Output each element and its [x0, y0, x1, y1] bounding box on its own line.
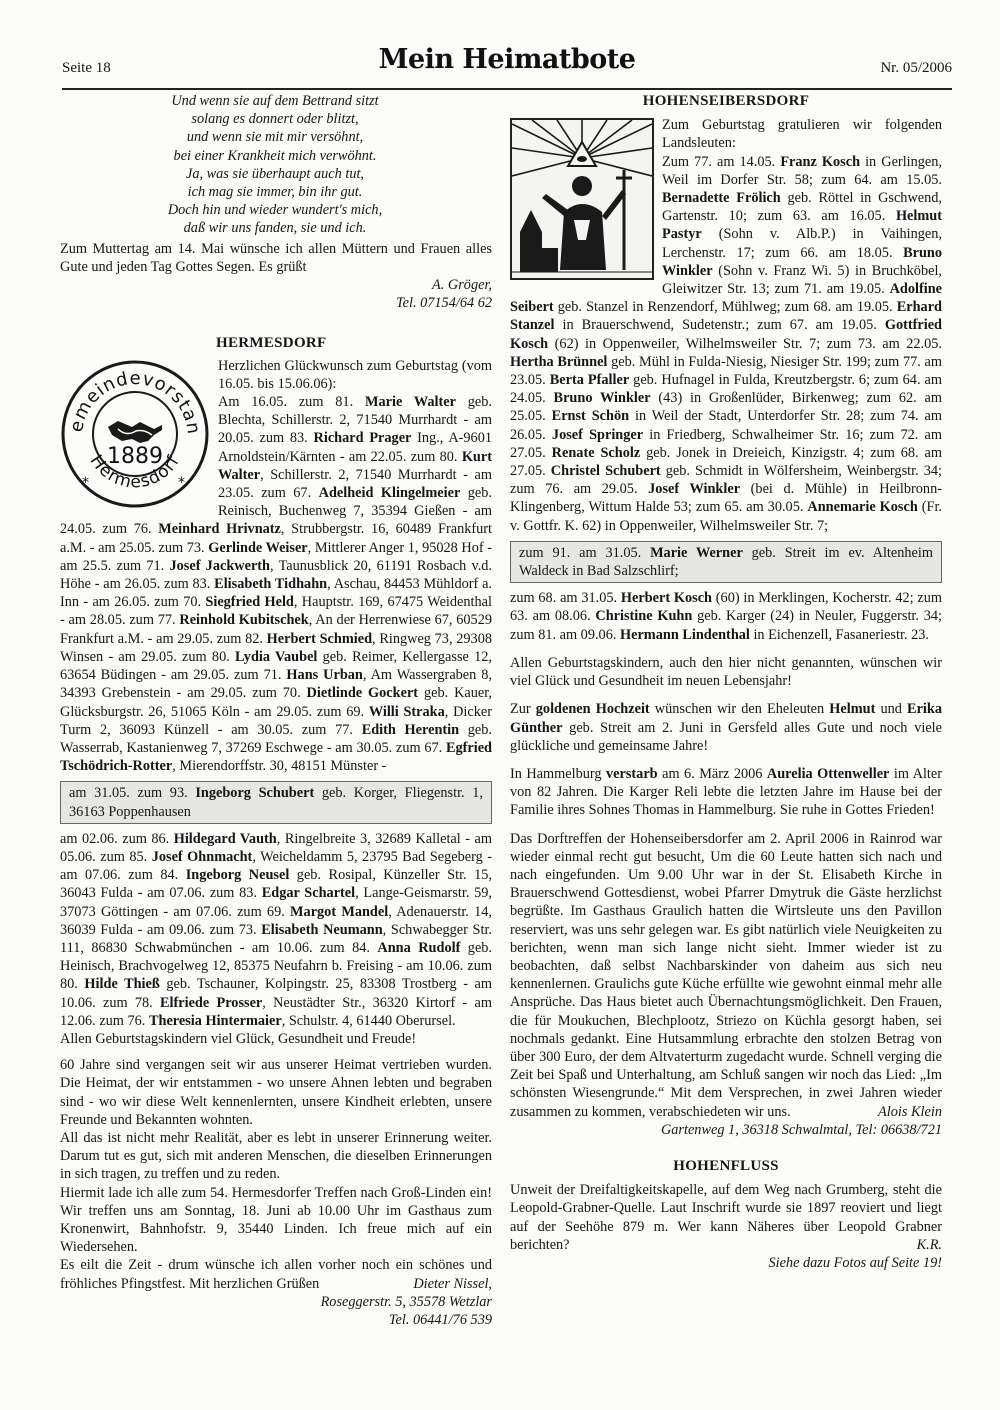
- person-name: Marie Werner: [650, 544, 743, 561]
- person-name: Elisabeth Neumann: [261, 921, 383, 938]
- letter-paragraph: 60 Jahre sind vergangen seit wir aus unserer Heimat vertrieben wurden. Die Heimat, der wir entstammen - wo unsere Ahnen lebten und begraben sind - wo wir diese Welt kennenlernten, unsere Kindheit erlebten, unsere Freunde und Bekannten wohnten.: [60, 1057, 492, 1128]
- person-name: Bruno Winkler: [553, 390, 651, 407]
- person-name: Christine Kuhn: [595, 608, 693, 625]
- masthead-logo: Mein Heimatbote: [378, 44, 636, 75]
- community-seal: [60, 359, 210, 514]
- seal-year: 1889: [107, 443, 163, 469]
- mothers-day-signature-tel: Tel. 07154/64 62: [396, 295, 492, 312]
- letter-paragraph: [60, 1256, 492, 1292]
- person-name: Adelheid Klingelmeier: [318, 485, 461, 502]
- hohenseibersdorf-birthdays-part2: zum 68. am 31.05. Herbert Kosch (60) in Merklingen, Kocherstr. 42; zum 63. am 08.06. Christine Kuhn geb. Karger (24) in Neuler, Fuggerstr. 34; zum 81. am 09.06. Hermann Lindenthal in Eichenzell, Fasaneriestr. 23.: [510, 590, 942, 643]
- issue-number: Nr. 05/2006: [880, 60, 952, 76]
- person-name: Christel Schubert: [550, 463, 661, 480]
- person-name: Aurelia Ottenweller: [766, 765, 890, 782]
- person-name: Bernadette Frölich: [662, 190, 781, 207]
- letter-signature-name: Dieter Nissel,: [413, 1275, 492, 1292]
- mothers-day-greeting: Zum Muttertag am 14. Mai wünsche ich allen Müttern und Frauen alles Gute und jeden Tag Gottes Segen. Es grüßt: [60, 240, 492, 275]
- person-name: Margot Mandel: [290, 903, 389, 920]
- hermesdorf-intro: Herzlichen Glückwunsch zum Geburtstag (vom 16.05. bis 15.06.06):: [218, 357, 492, 392]
- poem-line: Doch hin und wieder wundert's mich,: [167, 202, 383, 219]
- hermesdorf-highlight-box: [60, 781, 492, 823]
- page-number: Seite 18: [62, 60, 111, 76]
- poem-line: bei einer Krankheit mich verwöhnt.: [173, 147, 377, 164]
- person-name: Josef Winkler: [648, 481, 741, 498]
- hohenfluss-text-body: Unweit der Dreifaltigkeitskapelle, auf dem Weg nach Grumberg, steht die Leopold-Grabner-Quelle. Laut Inschrift wurde sie 1897 reoviert und liegt auf der Seehöhe 879 m. Wer kann Näheres über Leopold Grabner berichten?: [510, 1182, 942, 1253]
- person-name: Lydia Vaubel: [235, 648, 318, 665]
- person-name: Edith Herentin: [361, 721, 460, 738]
- person-name: goldenen Hochzeit: [535, 701, 650, 718]
- person-name: Berta Pfaller: [549, 372, 630, 389]
- person-name: Hermann Lindenthal: [620, 626, 750, 643]
- person-name: Josef Jackwerth: [169, 557, 271, 574]
- seal-arc-text: emeindevorstan: [66, 367, 205, 436]
- letter-paragraph: Hiermit lade ich alle zum 54. Hermesdorfer Treffen nach Groß-Linden ein! Wir treffen uns am Sonntag, 18. Juni ab 10.00 Uhr im Gasthaus zum Kronenwirt, Bahnhofstr. 9, 35440 Linden. Ich freue mich auf ein Wiedersehen.: [60, 1184, 492, 1256]
- hohenfluss-text: [510, 1181, 942, 1254]
- person-name: Erika Günther: [510, 701, 943, 736]
- hohenfluss-signature: K.R.: [916, 1236, 942, 1253]
- letter-paragraph-text: Es eilt die Zeit - drum wünsche ich allen vorher noch ein schönes und fröhliches Pfingstfest. Mit herzlichen Grüßen: [60, 1257, 492, 1292]
- person-name: Dietlinde Gockert: [306, 685, 419, 702]
- woodcut-saint-image: [510, 118, 654, 280]
- report-signature-address: Gartenweg 1, 36318 Schwalmtal, Tel: 06638/721: [660, 1121, 942, 1138]
- person-name: Josef Springer: [551, 426, 644, 443]
- woodcut-illustration: [510, 118, 654, 285]
- person-name: Reinhold Kubitschek: [179, 612, 309, 629]
- seal-star-icon: *: [178, 474, 185, 491]
- hermesdorf-title: HERMESDORF: [216, 335, 327, 352]
- person-name: Hans Urban: [286, 667, 363, 684]
- person-name: Willi Straka: [368, 703, 445, 720]
- handshake-icon: [108, 421, 162, 443]
- person-name: Elfriede Prosser: [160, 994, 263, 1011]
- hohenseibersdorf-closing: Allen Geburtstagskindern, auch den hier nicht genannten, wünschen wir viel Glück und Gesundheit im neuen Lebensjahr!: [510, 654, 942, 690]
- seal-star-icon: *: [82, 474, 89, 491]
- person-name: Theresia Hintermaier: [148, 1012, 282, 1029]
- right-column: [510, 92, 942, 1272]
- poem: [110, 92, 440, 238]
- svg-text:Gemeindevorstand: [60, 359, 204, 436]
- person-name: Elisabeth Tidhahn: [214, 576, 328, 593]
- poem-line: ich mag sie immer, bin ihr gut.: [187, 184, 363, 201]
- person-name: Ernst Schön: [551, 408, 630, 425]
- poem-line: daß wir uns fanden, sie und ich.: [183, 220, 367, 237]
- person-name: Bruno Winkler: [662, 244, 942, 279]
- person-name: Ingeborg Neusel: [185, 867, 290, 884]
- seal-graphic: [60, 359, 210, 509]
- person-name: Helmut Pastyr: [662, 208, 942, 243]
- poem-line: solang es donnert oder blitzt,: [191, 111, 359, 128]
- left-column: [60, 92, 492, 1329]
- hohenseibersdorf-title: HOHENSEIBERSDORF: [642, 93, 810, 109]
- person-name: Herbert Schmied: [266, 630, 373, 647]
- report-signature-name: Alois Klein: [878, 1103, 942, 1120]
- person-name: Helmut: [829, 701, 876, 718]
- person-name: Adolfine Seibert: [510, 281, 942, 316]
- letter-signature-tel: Tel. 06441/76 539: [388, 1312, 492, 1328]
- person-name: Hilde Thieß: [84, 976, 160, 993]
- person-name: Anna Rudolf: [377, 939, 461, 956]
- poem-line: Ja, was sie überhaupt auch tut,: [185, 165, 365, 182]
- person-name: Marie Walter: [364, 394, 456, 411]
- person-name: Ingeborg Schubert: [195, 785, 315, 802]
- golden-wedding-notice: Zur goldenen Hochzeit wünschen wir den Eheleuten Helmut und Erika Günther geb. Streit am 2. Juni in Gersfeld alles Gute und noch viele glückliche und gemeinsame Jahre!: [510, 701, 943, 754]
- person-name: Gottfried Kosch: [510, 317, 942, 352]
- hohenseibersdorf-highlight-text: zum 91. am 31.05. Marie Werner geb. Streit im ev. Altenheim Waldeck in Bad Salzschlirf;: [519, 544, 933, 580]
- page-header: [62, 44, 952, 90]
- village-meeting-report: [510, 830, 942, 1121]
- person-name: Edgar Schartel: [261, 885, 356, 902]
- person-name: Hertha Brünnel: [510, 353, 608, 370]
- letter-signature-address: Roseggerstr. 5, 35578 Wetzlar: [320, 1293, 492, 1310]
- person-name: Siegfried Held: [205, 594, 294, 611]
- hohenseibersdorf-birthdays-part1: Zum 77. am 14.05. Franz Kosch in Gerlingen, Weil im Dorfer Str. 58; zum 64. am 15.05. Bernadette Frölich geb. Röttel in Gschwend, Gartenstr. 10; zum 63. am 16.05. Helmut Pastyr (Sohn v. Alb.P.) in Vaihingen, Lerchenstr. 17; zum 66. am 18.05. Bruno Winkler (Sohn v. Franz Wi. 5) in Bruchköbel, Gleiwitzer Str. 13; zum 71. am 19.05. Adolfine Seibert geb. Stanzel in Renzendorf, Mühlweg; zum 68. am 19.05. Erhard Stanzel in Brauerschwend, Sudetenstr.; zum 67. am 19.05. Gottfried Kosch (62) in Oppenweiler, Wilhelmsweiler Str. 7; zum 73. am 22.05. Hertha Brünnel geb. Mühl in Fulda-Niesig, Niesiger Str. 199; zum 77. am 23.05. Berta Pfaller geb. Hufnagel in Fulda, Kreutzbergstr. 6; zum 64. am 24.05. Bruno Winkler (43) in Großenlüder, Birkenweg; zum 62. am 25.05. Ernst Schön in Weil der Stadt, Unterdorfer Str. 28; zum 74. am 26.05. Josef Springer in Friedberg, Schwalheimer Str. 16; zum 72. am 27.05. Renate Scholz geb. Jonek in Dreieich, Kinzigstr. 4; zum 68. am 27.05. Christel Schubert geb. Schmidt in Wölfersheim, Weinbergstr. 34; zum 76. am 29.05. Josef Winkler (bei d. Mühle) in Heilbronn-Klingenberg, Wittum Halde 53; zum 65. am 30.05. Annemarie Kosch (Fr. v. Gottfr. K. 62) in Oppenweiler, Wilhelmsweiler Str. 7;: [510, 153, 943, 534]
- header-rule: [62, 88, 952, 90]
- person-name: Erhard Stanzel: [510, 299, 942, 334]
- person-name: Annemarie Kosch: [807, 499, 918, 516]
- letter-paragraph: All das ist nicht mehr Realität, aber es lebt in unserer Erinnerung weiter. Darum tut es gut, sich mit anderen Menschen, die dieselben Erinnerungen in sich tragen, zu treffen und zu reden.: [60, 1129, 492, 1183]
- hohenseibersdorf-highlight-box: [510, 541, 942, 583]
- person-name: Richard Prager: [313, 430, 412, 447]
- hermesdorf-birthdays-part1: Am 16.05. zum 81. Marie Walter geb. Blechta, Schillerstr. 2, 71540 Murrhardt - am 20.05. zum 83. Richard Prager Ing., A-9601 Arnoldstein/Kärnten - am 22.05. zum 80. Kurt Walter, Schillerstr. 2, 71540 Murrhardt - am 23.05. zum 67. Adelheid Klingelmeier geb. Reinisch, Buchenweg 7, 35394 Gießen - am 24.05. zum 76. Meinhard Hrivnatz, Strubbergstr. 16, 60489 Frankfurt a.M. - am 25.05. zum 73. Gerlinde Weiser, Mittlerer Anger 1, 95028 Hof - am 25.5. zum 71. Josef Jackwerth, Taunusblick 20, 61191 Rosbach v.d. Höhe - am 26.05. zum 83. Elisabeth Tidhahn, Aschau, 84453 Mühldorf a. Inn - am 26.05. zum 70. Siegfried Held, Hauptstr. 169, 67475 Weidenthal - am 28.05. zum 77. Reinhold Kubitschek, An der Herrenwiese 67, 60529 Frankfurt a.M. - am 29.05. zum 82. Herbert Schmied, Ringweg 73, 29308 Winsen - am 29.05. zum 80. Lydia Vaubel geb. Reimer, Kellergasse 12, 63654 Büdingen - am 29.05. zum 71. Hans Urban, Am Wassergraben 8, 34393 Grebenstein - am 29.05. zum 70. Dietlinde Gockert geb. Kauer, Glücksburgstr. 26, 51065 Köln - am 29.05. zum 69. Willi Straka, Dicker Turm 2, 36093 Künzell - am 30.05. zum 77. Edith Herentin geb. Wasserrab, Kastanienweg 7, 37269 Eschwege - am 30.05. zum 67. Egfried Tschödrich-Rotter, Mierendorffstr. 30, 48151 Münster -: [60, 394, 493, 775]
- poem-line: und wenn sie mit mir versöhnt,: [186, 129, 364, 146]
- seal-bottom-text: Hermesdorf: [85, 451, 185, 493]
- person-name: Egfried Tschödrich-Rotter: [60, 739, 492, 775]
- person-name: Gerlinde Weiser: [208, 539, 308, 556]
- person-name: Hildegard Vauth: [173, 830, 277, 847]
- hohenfluss-photo-note: Siehe dazu Fotos auf Seite 19!: [768, 1254, 942, 1271]
- village-meeting-report-text: Das Dorftreffen der Hohenseibersdorfer am 2. April 2006 in Rainrod war wieder einmal recht gut besucht, Um die 60 Leute hatten sich nach und nach eingefunden. Um 9.00 Uhr war in der St. Elisabeth Kirche in Brauerschwend Gottesdienst, wobei Pfarrer Dmytruk die Gäste herzlichst begrüßte. Im Gasthaus Graulich hatten die Wirtsleute uns den Pavillon reserviert, was uns sehr gelegen war. Es gibt natürlich viele Neuigkeiten zu berichten, wenn man sich lange nicht sieht. Immer wieder ist zu beobachten, daß selbst Nachbarskinder von daheim aus sich neu kennenlernen. Graulichs gute Küche erfüllte wie gewohnt einmal mehr alle Ansprüche. Das Haus bietet auch Übernachtungsmöglichkeit. Den Frauen, die für Moukuchen, Blechplootz, Striezo on Küchla gesorgt haben, sei nochmals gedankt. Eine Hutsammlung erbrachte den stolzen Betrag von über 300 Euro, der dem Altvaterturm zugedacht wurde. Schnell verging die Zeit bei Spaß und Unterhaltung, am Schluß sangen wir noch das Lied: „Im schönsten Wiesengrunde.“ Mit dem Versprechen, in zwei Jahren wieder zusammen zu kommen, verabschiedeten wir uns.: [510, 830, 942, 1120]
- hermesdorf-closing: Allen Geburtstagskindern viel Glück, Gesundheit und Freude!: [60, 1030, 417, 1047]
- person-name: Franz Kosch: [780, 153, 861, 170]
- person-name: Herbert Kosch: [620, 590, 712, 607]
- person-name: verstarb: [606, 765, 658, 782]
- hermesdorf-birthdays-part2: am 02.06. zum 86. Hildegard Vauth, Ringelbreite 3, 32689 Kalletal - am 05.06. zum 85. Josef Ohnmacht, Weicheldamm 5, 23795 Bad Segeberg - am 07.06. zum 84. Ingeborg Neusel geb. Rosipal, Künzeller Str. 15, 36043 Fulda - am 07.06. zum 83. Edgar Schartel, Lange-Geismarstr. 59, 37073 Göttingen - am 07.06. zum 69. Margot Mandel, Adenauerstr. 14, 36039 Fulda - am 09.06. zum 73. Elisabeth Neumann, Schwabegger Str. 111, 86830 Schwabmünchen - am 10.06. zum 84. Anna Rudolf geb. Heinisch, Brachvogelweg 12, 85375 Neufahrn b. Freising - am 10.06. zum 80. Hilde Thieß geb. Tschauner, Kolpingstr. 25, 83308 Trostberg - am 10.06. zum 78. Elfriede Prosser, Neustädter Str., 36320 Kirtorf - am 12.06. zum 76. Theresia Hintermaier, Schulstr. 4, 61440 Oberursel.: [60, 830, 493, 1029]
- person-name: Meinhard Hrivnatz: [158, 521, 281, 538]
- hohenseibersdorf-intro: Zum Geburtstag gratulieren wir folgenden Landsleuten:: [662, 117, 942, 152]
- death-notice: In Hammelburg verstarb am 6. März 2006 Aurelia Ottenweller im Alter von 82 Jahren. Die Karger Reli lebte die letzten Jahre im Hause bei der Familie ihres Sohnes Thomas in Hammelburg. Sie ruhe in Gottes Frieden!: [510, 765, 943, 819]
- person-name: Kurt Walter: [218, 448, 492, 483]
- person-name: Renate Scholz: [551, 444, 641, 461]
- hohenfluss-title: HOHENFLUSS: [673, 1157, 779, 1174]
- hermesdorf-highlight-text: am 31.05. zum 93. Ingeborg Schubert geb. Korger, Fliegenstr. 1, 36163 Poppenhausen: [69, 785, 484, 820]
- poem-line: Und wenn sie auf dem Bettrand sitzt: [171, 93, 379, 109]
- person-name: Josef Ohnmacht: [151, 848, 253, 865]
- mothers-day-signature-name: A. Gröger,: [432, 277, 492, 294]
